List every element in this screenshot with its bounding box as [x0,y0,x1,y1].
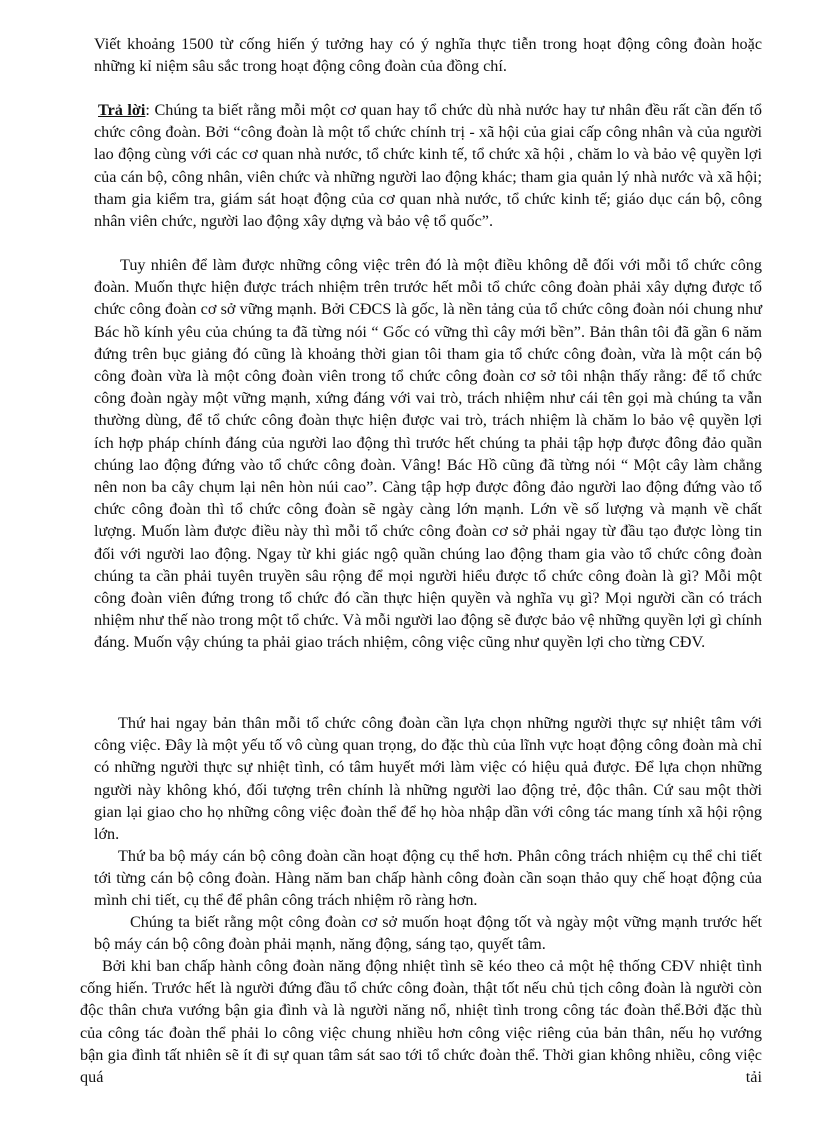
body-paragraph-4: Chúng ta biết rằng một công đoàn cơ sở muốn hoạt động tốt và ngày một vững mạnh trước hết bộ máy cán bộ công đoàn phải mạnh, năng động, sáng tạo, quyết tâm. [94,913,762,954]
body-paragraph-2: Thứ hai ngay bản thân mỗi tổ chức công đoàn cần lựa chọn những người thực sự nhiệt tâm với công việc. Đây là một yếu tố vô cùng quan trọng, do đặc thù của lĩnh vực hoạt động công đoàn mà chỉ có những người thực sự nhiệt tình, có tâm huyết mới làm việc có hiệu quả được. Để lựa chọn những người này không khó, đối tượng trên chính là những người lao động trẻ, độc thân. Cứ sau một thời gian lại giao cho họ những công việc đoàn thể để họ hòa nhập dần với công tác mang tính xã hội rộng lớn. [94,714,762,844]
body-paragraph-5: Bởi khi ban chấp hành công đoàn năng động nhiệt tình sẽ kéo theo cả một hệ thống CĐV nhiệt tình cống hiến. Trước hết là người đứng đầu tổ chức công đoàn, thật tốt nếu chủ tịch công đoàn là người còn độc thân chưa vướng bận gia đình và là người năng nổ, nhiệt tình trong công tác đoàn thể.Bởi đặc thù của công tác đoàn thể phải lo công việc chung nhiều hơn công việc riêng của bản thân, nếu họ vướng bận gia đình tất nhiên sẽ ít đi sự quan tâm sát sao tới tổ chức đoàn thể. Thời gian không nhiều, công việc quá tải [80,957,762,1087]
answer-paragraph-intro [94,99,762,232]
question-paragraph: Viết khoảng 1500 từ cống hiến ý tưởng hay có ý nghĩa thực tiễn trong hoạt động công đoàn hoặc những kỉ niệm sâu sắc trong hoạt động công đoàn của đồng chí. [94,35,762,76]
answer-intro-text: : Chúng ta biết rằng mỗi một cơ quan hay tổ chức dù nhà nước hay tư nhân đều rất cần đến tổ chức công đoàn. Bởi “công đoàn là một tổ chức chính trị - xã hội của giai cấp công nhân và của người lao động cùng với các cơ quan nhà nước, tổ chức kinh tế, tổ chức xã hội , chăm lo và bảo vệ quyền lợi của cán bộ, công nhân, viên chức và những người lao động khác; tham gia quản lý nhà nước và xã hội; tham gia kiểm tra, giám sát hoạt động của cơ quan nhà nước, tổ chức kinh tế; giáo dục cán bộ, công nhân viên chức, người lao động xây dựng và bảo vệ tổ quốc”. [94,101,762,231]
answer-label: Trả lời [98,101,146,119]
body-paragraph-1: Tuy nhiên để làm được những công việc trên đó là một điều không dễ đối với mỗi tổ chức công đoàn. Muốn thực hiện được trách nhiệm trên trước hết mỗi tổ chức công đoàn phải xây dựng được tổ chức công đoàn cơ sở vững mạnh. Bởi CĐCS là gốc, là nền tảng của tổ chức công đoàn nói chung như Bác hồ kính yêu của chúng ta đã từng nói “ Gốc có vững thì cây mới bền”. Bản thân tôi đã gần 6 năm đứng trên bục giảng đó cũng là khoảng thời gian tôi tham gia tổ chức công đoàn, vừa là một cán bộ công đoàn vừa là một công đoàn viên trong tổ chức công đoàn cơ sở tôi nhận thấy rằng: để tổ chức công đoàn ngày một vững mạnh, xứng đáng với vai trò, trách nhiệm như cái tên gọi mà chúng ta vẫn thường dùng, để tổ chức công đoàn thực hiện được vai trò, trách nhiệm là chăm lo bảo vệ quyền lợi ích hợp pháp chính đáng của người lao động thì trước hết chúng ta phải tập hợp được đông đảo quần chúng lao động đứng vào tổ chức công đoàn. Vâng! Bác Hồ cũng đã từng nói “ Một cây làm chẳng nên non ba cây chụm lại nên hòn núi cao”. Càng tập hợp được đông đảo người lao động đứng vào tổ chức công đoàn thì tổ chức công đoàn sẽ ngày càng lớn mạnh. Lớn về số lượng và mạnh về chất lượng. Muốn làm được điều này thì mỗi tổ chức công đoàn cơ sở phải ngay từ đầu tạo được lòng tin đối với người lao động. Ngay từ khi giác ngộ quần chúng lao động tham gia vào tổ chức công đoàn chúng ta cần phải tuyên truyền sâu rộng để mọi người hiểu được tổ chức công đoàn là gì? Mỗi một công đoàn viên đứng trong tổ chức đó cần thực hiện quyền và nghĩa vụ gì? Mọi người cần có trách nhiệm như thế nào trong một tổ chức. Và mỗi người lao động sẽ được bảo vệ những quyền lợi gì chính đáng. Muốn vậy chúng ta phải giao trách nhiệm, công việc cũng như quyền lợi cho từng CĐV. [94,256,762,652]
body-paragraph-3: Thứ ba bộ máy cán bộ công đoàn cần hoạt động cụ thể hơn. Phân công trách nhiệm cụ thể chi tiết tới từng cán bộ công đoàn. Hàng năm ban chấp hành công đoàn cần soạn thảo quy chế hoạt động của mình chi tiết, cụ thể để phân công trách nhiệm rõ ràng hơn. [94,847,762,910]
